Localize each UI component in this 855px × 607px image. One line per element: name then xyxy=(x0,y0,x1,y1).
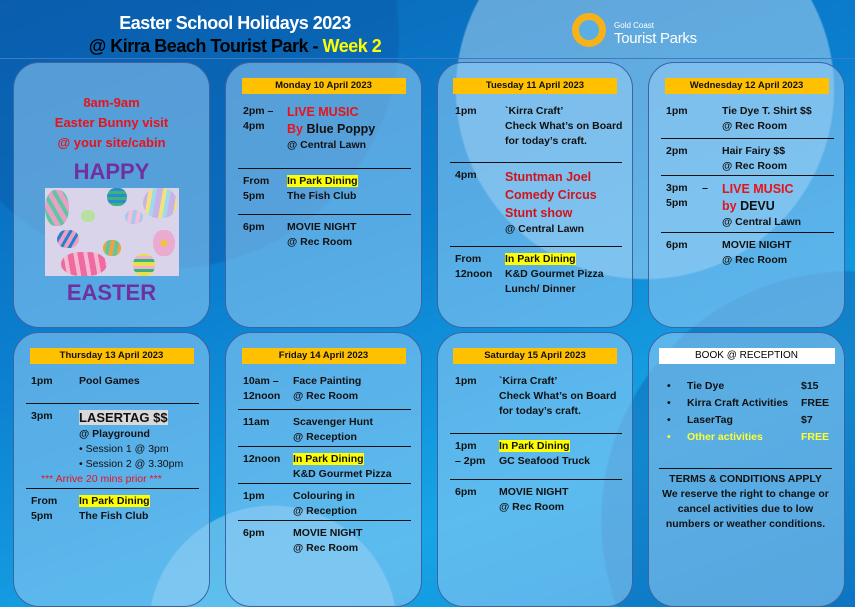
booking-card xyxy=(648,332,845,607)
entry-time: 10am – 12noon xyxy=(243,375,281,402)
entry-time: 1pm xyxy=(243,490,265,502)
entry-text: LIVE MUSIC xyxy=(287,105,359,119)
entry-time: 12noon xyxy=(243,453,281,465)
schedule-entry xyxy=(450,102,622,162)
schedule-entry xyxy=(661,138,834,175)
entry-text: The Fish Club xyxy=(79,510,149,522)
schedule-entry xyxy=(238,168,411,214)
schedule-entry xyxy=(450,162,622,246)
entry-text: In Park Dining xyxy=(287,175,358,187)
entry-text: for today’s craft. xyxy=(499,405,581,417)
schedule-entry xyxy=(238,520,411,556)
entry-text: @ Rec Room xyxy=(499,501,565,513)
logo: Gold Coast Tourist Parks xyxy=(566,5,716,55)
entry-text: `Kirra Craft’ xyxy=(505,105,564,117)
entry-text: LIVE MUSIC xyxy=(722,182,794,196)
entry-details xyxy=(293,526,362,556)
entry-text: MOVIE NIGHT xyxy=(287,221,357,233)
booking-item: • Kirra Craft Activities FREE xyxy=(667,395,844,412)
day-card xyxy=(13,332,210,607)
booking-list xyxy=(667,378,844,446)
entry-time: 4pm xyxy=(455,169,477,181)
entry-text: @ Rec Room xyxy=(293,390,359,402)
entry-text: In Park Dining xyxy=(79,495,150,507)
entry-text: @ Reception xyxy=(293,505,357,517)
divider xyxy=(0,58,855,59)
day-card xyxy=(437,62,633,328)
entry-text: @ Central Lawn xyxy=(722,216,802,228)
entry-details xyxy=(722,104,812,138)
entry-text: DEVU xyxy=(736,199,775,213)
schedule-entry xyxy=(661,232,834,268)
entry-time: 6pm xyxy=(243,527,265,539)
entry-text: K&D Gourmet Pizza xyxy=(293,468,392,480)
entry-time: 1pm xyxy=(31,375,53,387)
entry-time: 1pm – 2pm xyxy=(455,440,486,467)
terms: TERMS & CONDITIONS APPLY We reserve the right to change or cancel activities due to low numbers or weather conditions. xyxy=(659,468,832,532)
schedule-entry xyxy=(238,446,411,483)
entry-text: Comedy Circus xyxy=(505,188,597,202)
entry-text: LASERTAG $$ xyxy=(79,410,168,425)
entry-time: 1pm xyxy=(455,375,477,387)
entry-details xyxy=(287,104,375,168)
schedule-entry xyxy=(26,403,199,488)
booking-item: • LaserTag $7 xyxy=(667,412,844,429)
entry-details xyxy=(722,238,791,268)
schedule-entry xyxy=(238,409,411,446)
day-card xyxy=(225,332,422,607)
entry-text: @ Playground xyxy=(79,428,150,440)
page-title: Easter School Holidays 2023 @ Kirra Beach Tourist Park - Week 2 xyxy=(88,13,382,56)
schedule-entry xyxy=(26,372,199,403)
day-card xyxy=(225,62,422,328)
entry-time: 1pm xyxy=(666,105,688,117)
entry-text: @ Central Lawn xyxy=(505,223,585,235)
entry-text: Check What’s on Board xyxy=(505,120,623,132)
entry-text: Blue Poppy xyxy=(302,122,376,136)
entry-text: By xyxy=(287,122,303,136)
schedule-entry xyxy=(238,372,411,409)
entry-time: 3pm xyxy=(31,410,53,422)
entry-text: In Park Dining xyxy=(293,453,364,465)
bullet-icon: • xyxy=(667,414,671,426)
entry-text: In Park Dining xyxy=(499,440,570,452)
entry-text: Stunt show xyxy=(505,206,573,220)
entry-text: Face Painting xyxy=(293,375,362,387)
entry-text: @ Rec Room xyxy=(287,236,353,248)
intro-card: 8am-9am Easter Bunny visit @ your site/cabin HAPPY EASTER xyxy=(13,62,210,328)
entry-text: Tie Dye T. Shirt $$ xyxy=(722,105,812,117)
entry-details xyxy=(287,220,356,250)
entry-time: From 12noon xyxy=(455,253,493,280)
entry-time: 2pm – 4pm xyxy=(243,105,274,132)
entry-details xyxy=(293,452,392,483)
entry-details xyxy=(499,439,590,479)
entry-time: 1pm xyxy=(455,105,477,117)
entry-text: MOVIE NIGHT xyxy=(722,239,792,251)
entry-details xyxy=(722,144,787,175)
schedule-entry xyxy=(238,214,411,250)
entry-text: Stuntman Joel xyxy=(505,170,592,184)
day-date: Thursday 13 April 2023 xyxy=(30,348,194,364)
entry-details xyxy=(505,104,622,162)
entry-time: 11am xyxy=(243,416,270,428)
entry-text: • Session 2 @ 3.30pm xyxy=(79,458,184,470)
week-label: Week 2 xyxy=(322,36,382,56)
entry-time: From 5pm xyxy=(31,495,58,522)
entry-details xyxy=(505,168,597,246)
schedule-entry xyxy=(450,479,622,515)
entry-text: Check What’s on Board xyxy=(499,390,617,402)
entry-details xyxy=(293,374,361,409)
entry-text: Hair Fairy $$ xyxy=(722,145,786,157)
entry-text: @ Rec Room xyxy=(722,120,788,132)
entry-text: @ Rec Room xyxy=(722,254,788,266)
bullet-icon: • xyxy=(667,431,671,443)
entry-text: @ Rec Room xyxy=(293,542,359,554)
entry-details xyxy=(499,374,616,433)
bullet-icon: • xyxy=(667,380,671,392)
entry-text: Pool Games xyxy=(79,375,140,387)
entry-text: @ Central Lawn xyxy=(287,139,367,151)
sun-icon xyxy=(572,13,606,47)
schedule-entry xyxy=(450,372,622,433)
entry-details xyxy=(293,415,373,446)
entry-text: GC Seafood Truck xyxy=(499,455,591,467)
schedule-entry xyxy=(661,102,834,138)
entry-text: K&D Gourmet Pizza xyxy=(505,268,604,280)
entry-details xyxy=(79,374,140,403)
entry-text: Lunch/ Dinner xyxy=(505,283,576,295)
entry-text: Scavenger Hunt xyxy=(293,416,373,428)
entry-time: 2pm xyxy=(666,145,688,157)
schedule-entry xyxy=(661,175,834,232)
entry-details xyxy=(41,409,184,488)
entry-time: 6pm xyxy=(666,239,688,251)
day-date: Tuesday 11 April 2023 xyxy=(453,78,617,94)
entry-details xyxy=(722,181,801,232)
entry-text: MOVIE NIGHT xyxy=(499,486,569,498)
entry-time: 3pm – 5pm xyxy=(666,182,709,209)
entry-text: @ Rec Room xyxy=(722,160,788,172)
day-card xyxy=(437,332,633,607)
day-card xyxy=(648,62,845,328)
day-date: Monday 10 April 2023 xyxy=(242,78,406,94)
entry-text: *** Arrive 20 mins prior *** xyxy=(41,473,162,485)
bullet-icon: • xyxy=(667,397,671,409)
entry-text: The Fish Club xyxy=(287,190,357,202)
entry-time: 6pm xyxy=(455,486,477,498)
booking-title: BOOK @ RECEPTION xyxy=(659,348,835,364)
entry-text: Colouring in xyxy=(293,490,355,502)
entry-text: MOVIE NIGHT xyxy=(293,527,363,539)
entry-text: @ Reception xyxy=(293,431,357,443)
schedule-entry xyxy=(450,246,622,297)
entry-details xyxy=(287,174,358,214)
entry-time: 6pm xyxy=(243,221,265,233)
booking-item: • Tie Dye $15 xyxy=(667,378,844,395)
schedule-entry xyxy=(238,483,411,520)
schedule-entry xyxy=(238,102,411,168)
day-date: Saturday 15 April 2023 xyxy=(453,348,617,364)
entry-text: In Park Dining xyxy=(505,253,576,265)
entry-details xyxy=(499,485,568,515)
day-date: Friday 14 April 2023 xyxy=(242,348,406,364)
entry-details xyxy=(293,489,357,520)
entry-text: • Session 1 @ 3pm xyxy=(79,443,169,455)
entry-details xyxy=(505,252,604,297)
entry-text: for today’s craft. xyxy=(505,135,587,147)
entry-time: From 5pm xyxy=(243,175,270,202)
booking-item: • Other activities FREE xyxy=(667,429,844,446)
entry-text: by xyxy=(722,199,737,213)
schedule-entry xyxy=(450,433,622,479)
day-date: Wednesday 12 April 2023 xyxy=(665,78,829,94)
schedule-entry xyxy=(26,488,199,524)
entry-text: `Kirra Craft’ xyxy=(499,375,558,387)
easter-eggs-image xyxy=(45,188,179,276)
entry-details xyxy=(79,494,150,524)
